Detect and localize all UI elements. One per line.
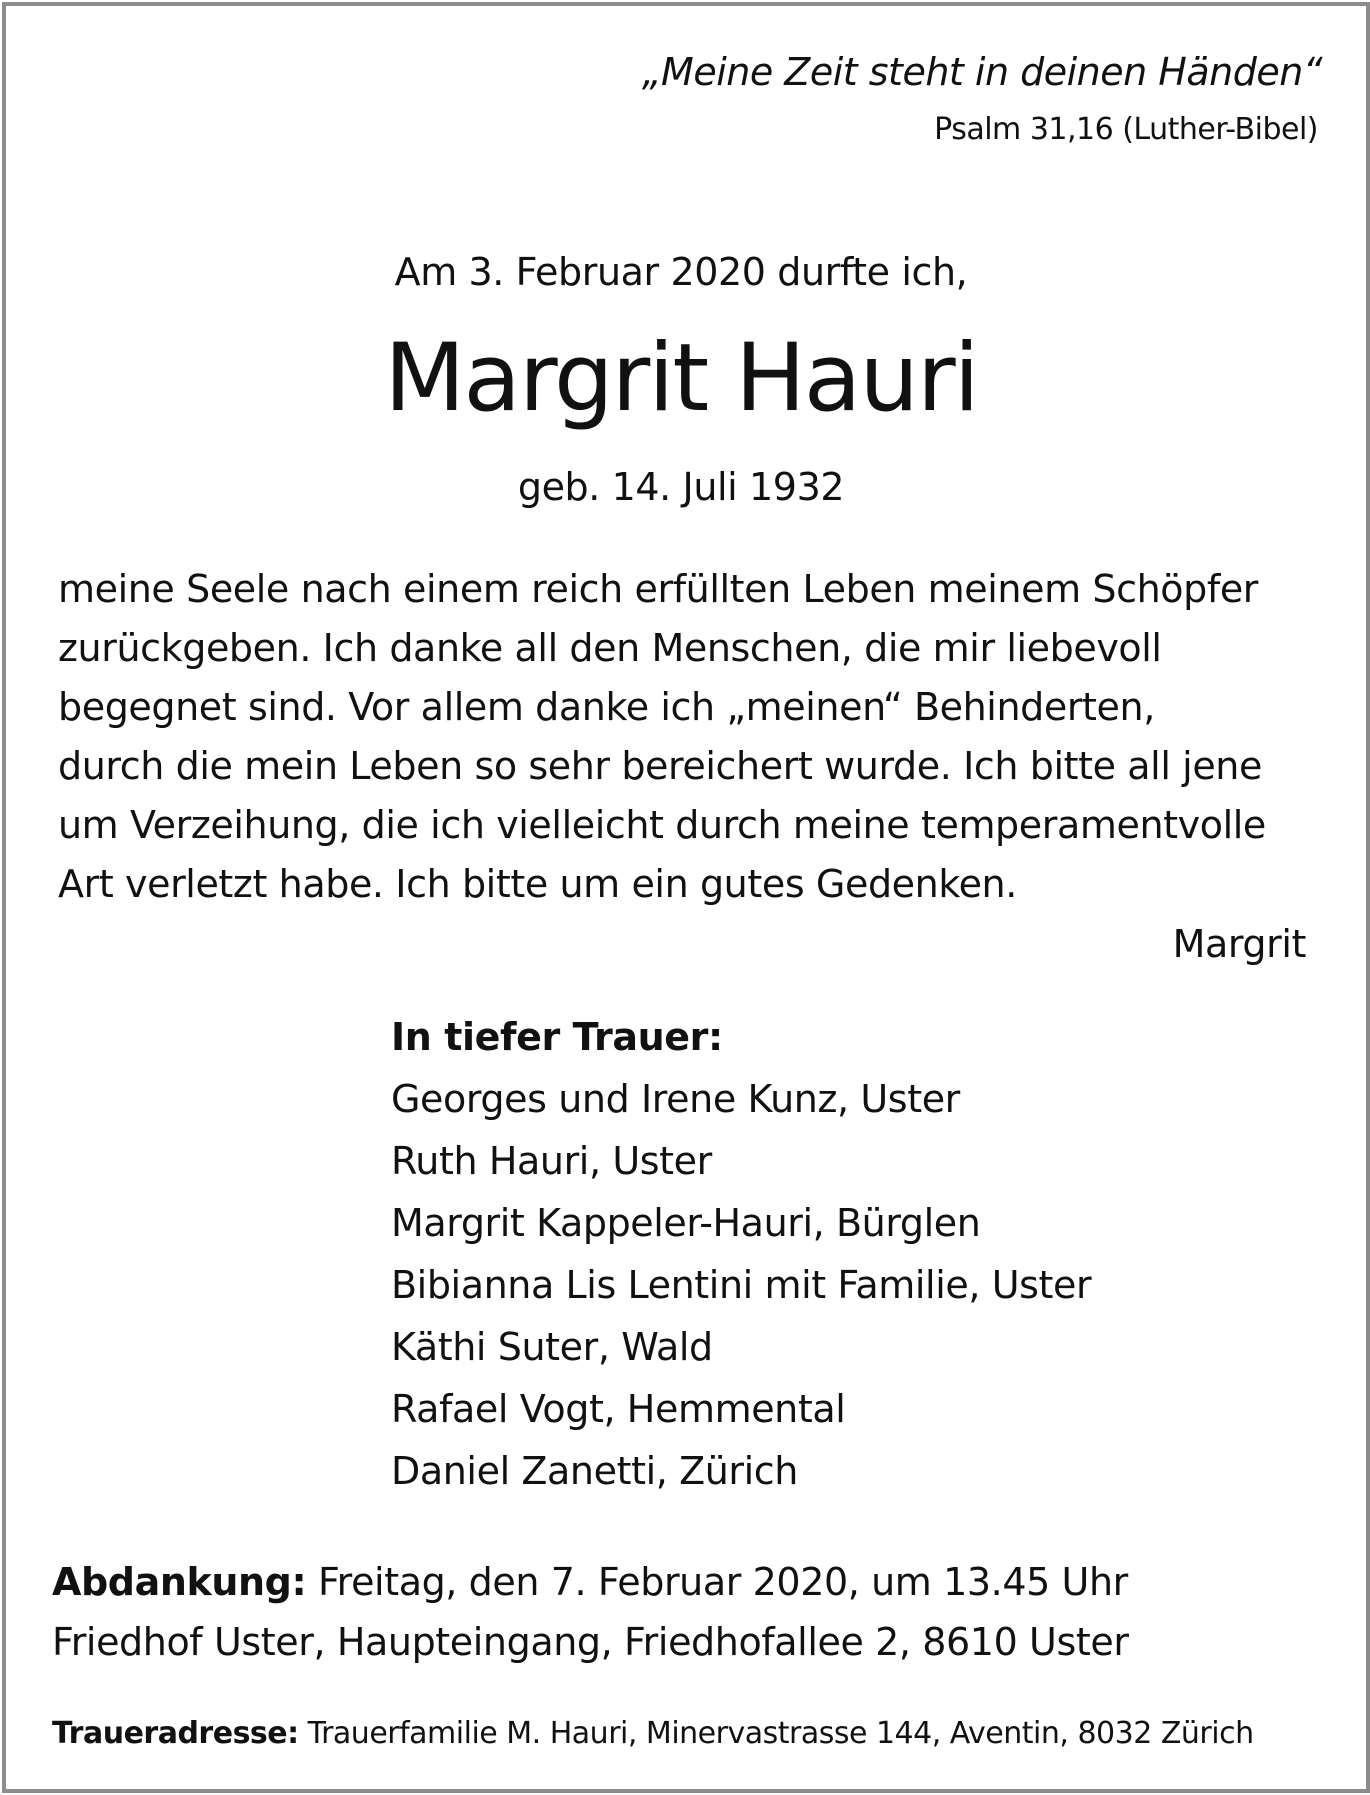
ceremony-date-line xyxy=(52,1552,1129,1612)
mourner-entry: Bibianna Lis Lentini mit Familie, Uster xyxy=(391,1263,1092,1307)
mourner-entry: Ruth Hauri, Uster xyxy=(391,1139,712,1183)
ceremony-date: Freitag, den 7. Februar 2020, um 13.45 Uhr xyxy=(317,1560,1128,1604)
mourning-address xyxy=(52,1716,1254,1751)
address-value: Trauerfamilie M. Hauri, Minervastrasse 144, Aventin, 8032 Zürich xyxy=(307,1716,1254,1751)
mourner-entry: Daniel Zanetti, Zürich xyxy=(391,1449,798,1493)
obituary-frame xyxy=(2,2,1370,1793)
signature: Margrit xyxy=(1172,922,1306,966)
mourners-heading: In tiefer Trauer: xyxy=(391,1015,723,1059)
mourner-entry: Margrit Kappeler-Hauri, Bürglen xyxy=(391,1201,981,1245)
farewell-line: um Verzeihung, die ich vielleicht durch meine temperamentvolle xyxy=(58,803,1266,847)
address-label: Traueradresse: xyxy=(52,1716,299,1751)
deceased-name: Margrit Hauri xyxy=(384,324,978,433)
motto-quote: „Meine Zeit steht in deinen Händen“ xyxy=(641,50,1322,94)
ceremony-label: Abdankung: xyxy=(52,1560,307,1604)
farewell-line: zurückgeben. Ich danke all den Menschen, die mir liebevoll xyxy=(58,626,1162,670)
intro-text: Am 3. Februar 2020 durfte ich, xyxy=(394,250,968,294)
mourner-entry: Käthi Suter, Wald xyxy=(391,1325,713,1369)
birth-date: geb. 14. Juli 1932 xyxy=(517,465,845,509)
farewell-line: begegnet sind. Vor allem danke ich „meinen“ Behinderten, xyxy=(58,685,1155,729)
mourner-entry: Georges und Irene Kunz, Uster xyxy=(391,1077,960,1121)
motto-reference: Psalm 31,16 (Luther-Bibel) xyxy=(934,112,1318,147)
farewell-line: meine Seele nach einem reich erfüllten Leben meinem Schöpfer xyxy=(58,567,1259,611)
ceremony-info xyxy=(52,1552,1129,1672)
farewell-line: Art verletzt habe. Ich bitte um ein gutes Gedenken. xyxy=(58,862,1017,906)
mourner-entry: Rafael Vogt, Hemmental xyxy=(391,1387,846,1431)
farewell-message xyxy=(58,560,1348,914)
farewell-line: durch die mein Leben so sehr bereichert wurde. Ich bitte all jene xyxy=(58,744,1262,788)
ceremony-location: Friedhof Uster, Haupteingang, Friedhofallee 2, 8610 Uster xyxy=(52,1620,1129,1664)
mourners-list xyxy=(391,1006,1091,1502)
